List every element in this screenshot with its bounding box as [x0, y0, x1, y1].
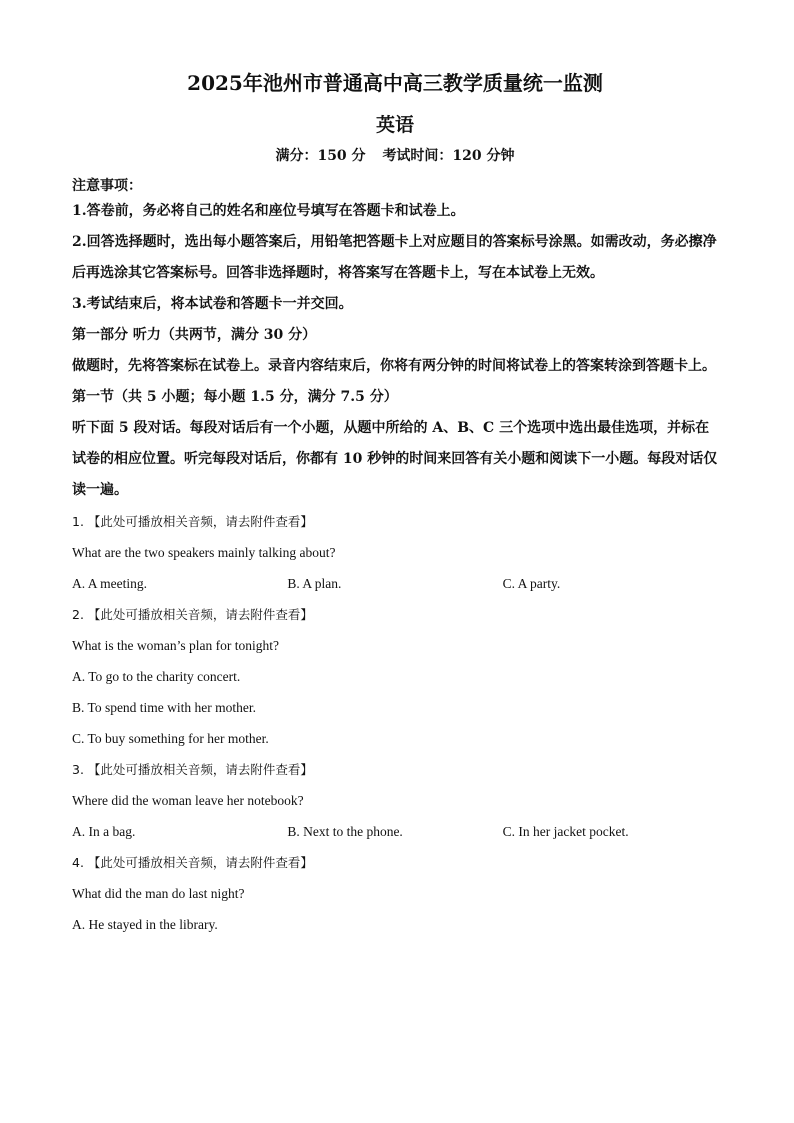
question-1-audio-note: 1. 【此处可播放相关音频，请去附件查看】 [72, 514, 313, 529]
option-c[interactable]: C. To buy something for her mother. [72, 731, 269, 746]
exam-page [72, 62, 718, 940]
question-2-text: What is the woman’s plan for tonight? [72, 638, 279, 653]
question-3-options [72, 816, 718, 847]
option-b[interactable]: B. To spend time with her mother. [72, 700, 257, 715]
option-b[interactable]: B. Next to the phone. [287, 824, 403, 839]
option-a[interactable]: A. To go to the charity concert. [72, 669, 241, 684]
part1-instruction: 做题时，先将答案标在试卷上。录音内容结束后，你将有两分钟的时间将试卷上的答案转涂到答题卡上。 [72, 358, 716, 374]
part1-heading: 第一部分 听力（共两节，满分 30 分） [72, 327, 317, 343]
subject-title: 英语 [375, 114, 414, 136]
section1-instruction: 听下面 5 段对话。每段对话后有一个小题，从题中所给的 A、B、C 三个选项中选出最佳选项，并标在试卷的相应位置。听完每段对话后，你都有 10 秒钟的时间来回答有关小题和阅读下一小题。每段对话仅读一遍。 [72, 420, 718, 498]
option-b[interactable]: B. A plan. [287, 576, 342, 591]
notice-item-1: 1.答卷前，务必将自己的姓名和座位号填写在答题卡和试卷上。 [72, 203, 465, 219]
full-score: 满分：150 分 [275, 148, 366, 164]
notice-heading: 注意事项： [72, 178, 142, 194]
question-3-text: Where did the woman leave her notebook? [72, 793, 304, 808]
question-4-audio-note: 4. 【此处可播放相关音频，请去附件查看】 [72, 855, 313, 870]
option-a[interactable]: A. He stayed in the library. [72, 917, 218, 932]
exam-title: 2025年池州市普通高中高三教学质量统一监测 [187, 71, 603, 95]
option-a[interactable]: A. In a bag. [72, 824, 136, 839]
question-1-options [72, 568, 718, 599]
question-4-text: What did the man do last night? [72, 886, 245, 901]
option-a[interactable]: A. A meeting. [72, 576, 147, 591]
notice-item-2: 2.回答选择题时，选出每小题答案后，用铅笔把答题卡上对应题目的答案标号涂黑。如需改动，务必擦净后再选涂其它答案标号。回答非选择题时，将答案写在答题卡上，写在本试卷上无效。 [72, 234, 717, 281]
notice-item-3: 3.考试结束后，将本试卷和答题卡一并交回。 [72, 296, 353, 312]
exam-time: 考试时间：120 分钟 [382, 148, 515, 164]
exam-meta [72, 146, 718, 166]
question-3-audio-note: 3. 【此处可播放相关音频，请去附件查看】 [72, 762, 313, 777]
option-c[interactable]: C. In her jacket pocket. [502, 824, 629, 839]
section1-heading: 第一节（共 5 小题；每小题 1.5 分，满分 7.5 分） [72, 389, 398, 405]
option-c[interactable]: C. A party. [502, 576, 561, 591]
question-2-audio-note: 2. 【此处可播放相关音频，请去附件查看】 [72, 607, 313, 622]
question-1-text: What are the two speakers mainly talking about? [72, 545, 336, 560]
